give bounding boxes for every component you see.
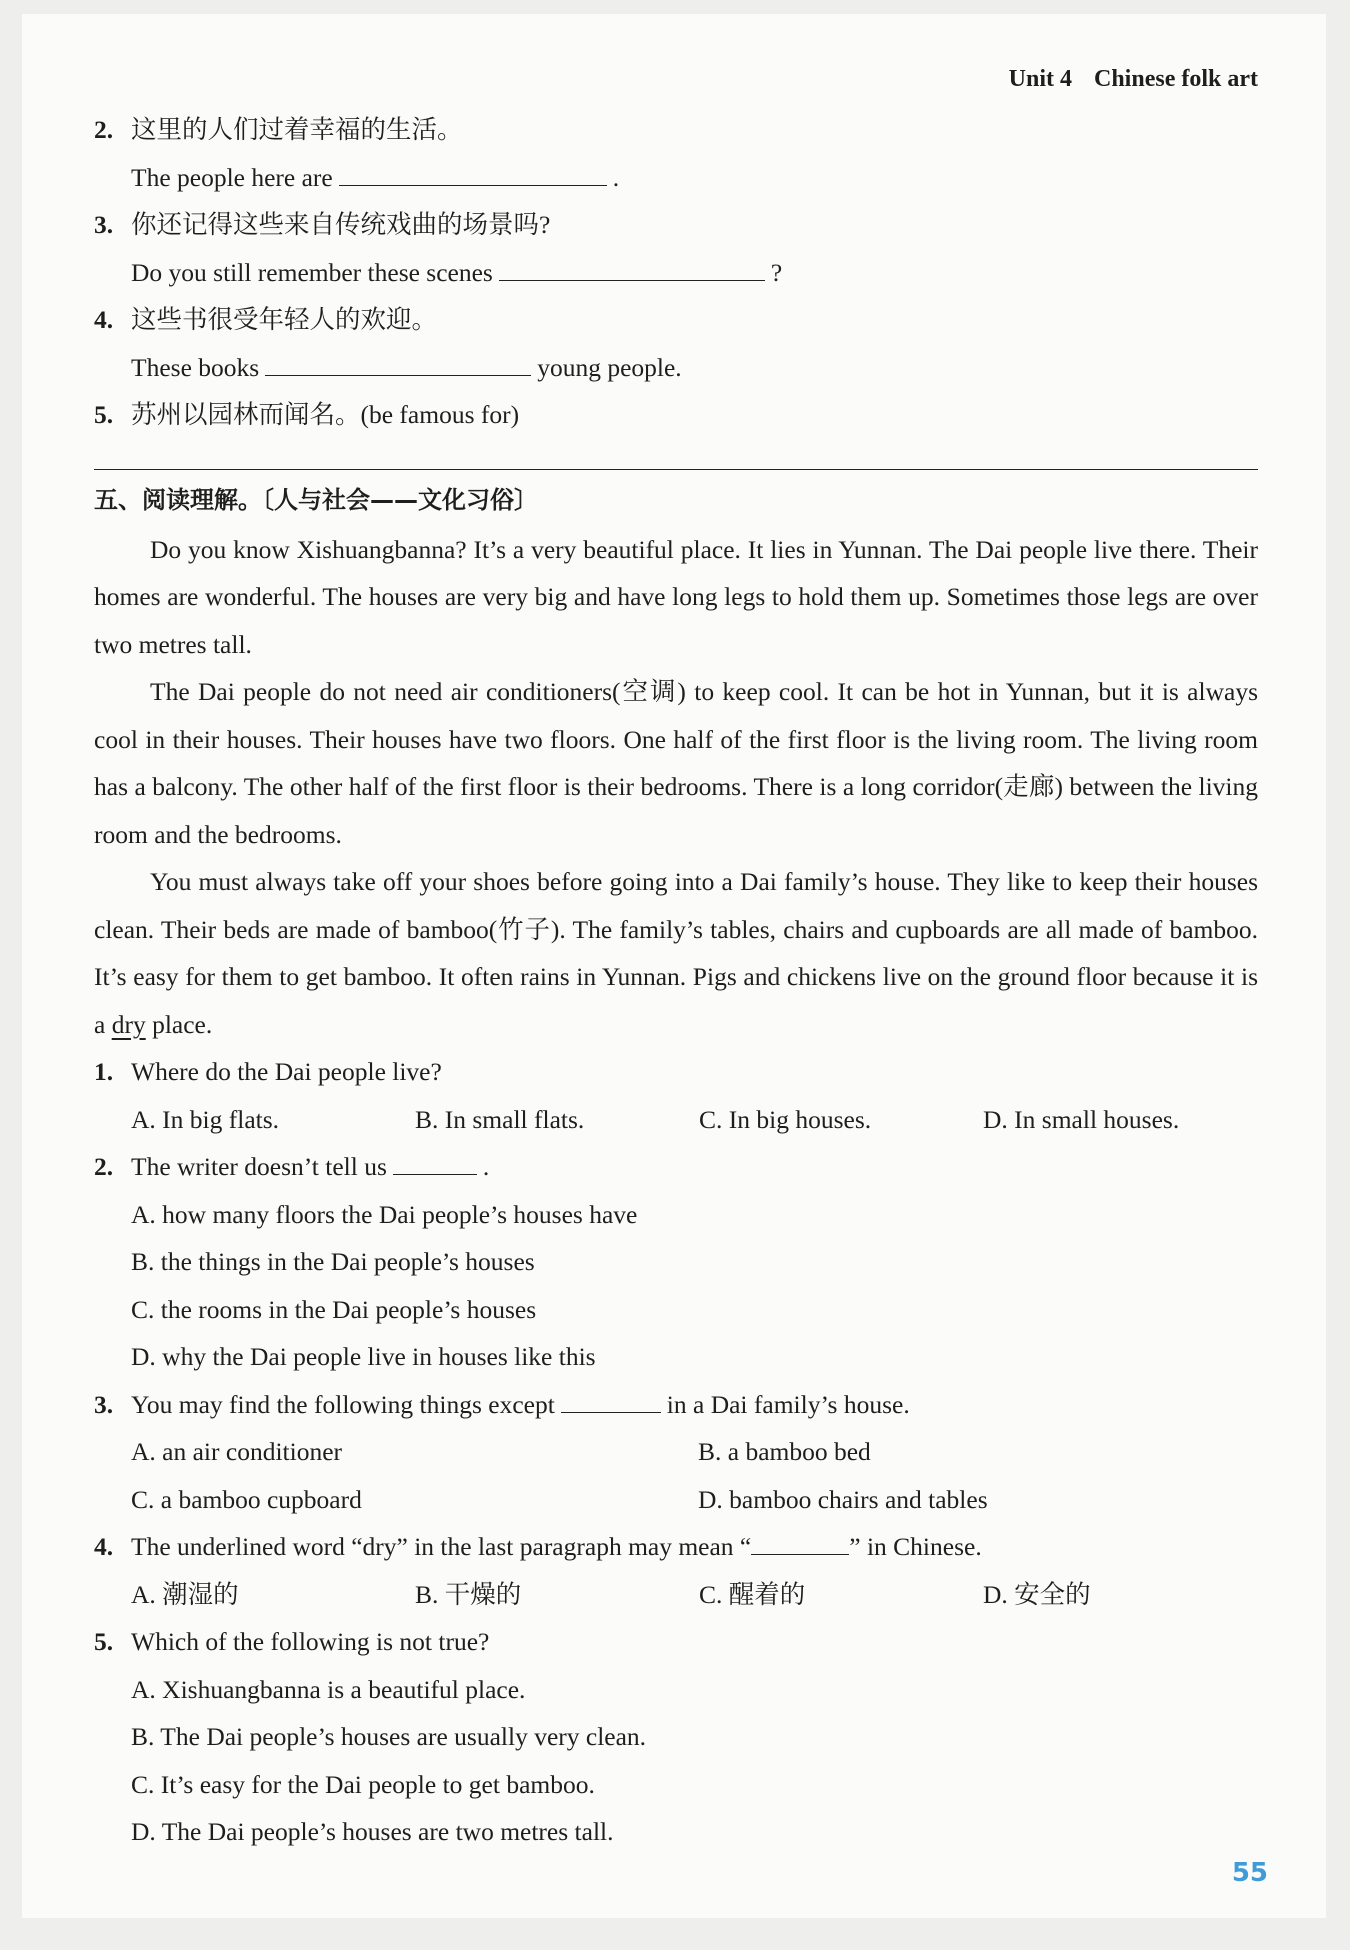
item-number: 5.: [94, 400, 114, 429]
full-line-answer-blank[interactable]: [94, 439, 1258, 470]
question-number: 2.: [94, 1152, 114, 1181]
question-stem: The underlined word “dry” in the last paragraph may mean “: [131, 1532, 752, 1561]
question-stem: Which of the following is not true?: [131, 1627, 490, 1656]
translation-item: [94, 391, 1258, 470]
chinese-sentence: 苏州以园林而闻名。(be famous for): [131, 400, 520, 429]
answer-blank[interactable]: [265, 353, 531, 376]
option[interactable]: A. 潮湿的: [131, 1579, 239, 1609]
item-number: 4.: [94, 305, 114, 334]
option[interactable]: B. a bamboo bed: [698, 1437, 871, 1466]
page-number: 55: [1231, 1858, 1268, 1888]
option[interactable]: C. the rooms in the Dai people’s houses: [131, 1294, 537, 1324]
option[interactable]: C. a bamboo cupboard: [131, 1484, 362, 1514]
chinese-sentence: 这些书很受年轻人的欢迎。: [131, 305, 438, 334]
question-stem: The writer doesn’t tell us: [131, 1152, 387, 1181]
page-header: [1009, 66, 1258, 93]
question: [94, 1048, 1258, 1143]
option[interactable]: B. 干燥的: [415, 1579, 522, 1609]
question-number: 3.: [94, 1389, 114, 1419]
question: 2. The writer doesn’t tell us . A. how many floors the Dai people’s houses have B. the things in the Dai people’s houses C. the rooms in the Dai people’s houses D. why the Dai people live in houses like this: [94, 1143, 1258, 1381]
option[interactable]: A. how many floors the Dai people’s houses have: [131, 1199, 638, 1229]
option[interactable]: D. In small houses.: [983, 1104, 1180, 1134]
question-stem: You may find the following things except: [131, 1389, 555, 1419]
question-number: 5.: [94, 1627, 114, 1656]
question-number: 1.: [94, 1057, 114, 1086]
passage-paragraph: Do you know Xishuangbanna? It’s a very beautiful place. It lies in Yunnan. The Dai people live there. Their homes are wonderful. The houses are very big and have long legs to hold them up. Sometimes those legs are over two metres tall.: [94, 534, 1258, 659]
option[interactable]: C. It’s easy for the Dai people to get bamboo.: [131, 1769, 595, 1799]
answer-blank[interactable]: [561, 1390, 661, 1413]
option[interactable]: D. why the Dai people live in houses like this: [131, 1342, 596, 1371]
option[interactable]: D. 安全的: [983, 1579, 1091, 1609]
unit-title: Chinese folk art: [1094, 66, 1258, 92]
chinese-sentence: 你还记得这些来自传统戏曲的场景吗?: [131, 210, 551, 239]
underlined-word: dry: [111, 1009, 146, 1039]
option[interactable]: A. In big flats.: [131, 1104, 280, 1134]
item-number: 2.: [94, 115, 114, 144]
english-prompt: Do you still remember these scenes: [131, 257, 493, 287]
passage-paragraph: The Dai people do not need air conditioners(空调) to keep cool. It can be hot in Yunnan, but it is always cool in their houses. Their houses have two floors. One half of the first floor is the living room. The living room has a balcony. The other half of the first floor is their bedrooms. There is a long corridor(走廊) between the living room and the bedrooms.: [94, 677, 1258, 849]
question: 4. The underlined word “dry” in the last paragraph may mean “ ” in Chinese. A. 潮湿的 B. 干燥的 C. 醒着的 D. 安全的: [94, 1523, 1258, 1618]
option[interactable]: A. Xishuangbanna is a beautiful place.: [131, 1674, 526, 1704]
answer-blank[interactable]: [339, 163, 607, 186]
answer-blank[interactable]: [393, 1152, 477, 1175]
passage-paragraph: You must always take off your shoes before going into a Dai family’s house. They like to keep their houses clean. Their beds are made of bamboo(竹子). The family’s tables, chairs and cupboards are all made of bamboo. It’s easy for them to get bamboo. It often rains in Yunnan. Pigs and chickens live on the ground floor because it is a dry place.: [94, 867, 1258, 1039]
section-title: 五、阅读理解。〔人与社会——文化习俗〕: [94, 485, 538, 514]
unit-label: Unit 4: [1008, 66, 1072, 92]
question: [94, 1618, 1258, 1856]
option[interactable]: D. The Dai people’s houses are two metres tall.: [131, 1817, 614, 1846]
translation-item: 4. 这些书很受年轻人的欢迎。 These books young people.: [94, 296, 1258, 391]
answer-blank[interactable]: [499, 258, 765, 281]
chinese-sentence: 这里的人们过着幸福的生活。: [131, 115, 463, 144]
translation-item: 3. 你还记得这些来自传统戏曲的场景吗? Do you still remember these scenes ?: [94, 201, 1258, 296]
option[interactable]: C. In big houses.: [699, 1104, 872, 1134]
item-number: 3.: [94, 210, 114, 239]
option[interactable]: B. In small flats.: [415, 1104, 585, 1134]
translation-item: 2. 这里的人们过着幸福的生活。 The people here are .: [94, 106, 1258, 201]
english-prompt: The people here are: [131, 162, 333, 192]
workbook-page: [22, 14, 1326, 1918]
option[interactable]: A. an air conditioner: [131, 1437, 343, 1466]
english-prompt: These books: [131, 352, 260, 382]
question: 3. You may find the following things except in a Dai family’s house. A. an air conditioner B. a bamboo bed C. a bamboo cupboard D. bamboo chairs and tables: [94, 1381, 1258, 1524]
question-number: 4.: [94, 1532, 114, 1561]
answer-blank[interactable]: [751, 1532, 849, 1555]
page-content: [94, 106, 1258, 1856]
option[interactable]: D. bamboo chairs and tables: [698, 1484, 988, 1514]
question-stem: Where do the Dai people live?: [131, 1057, 442, 1086]
option[interactable]: C. 醒着的: [699, 1579, 806, 1609]
option[interactable]: B. The Dai people’s houses are usually very clean.: [131, 1722, 647, 1751]
option[interactable]: B. the things in the Dai people’s houses: [131, 1247, 535, 1276]
